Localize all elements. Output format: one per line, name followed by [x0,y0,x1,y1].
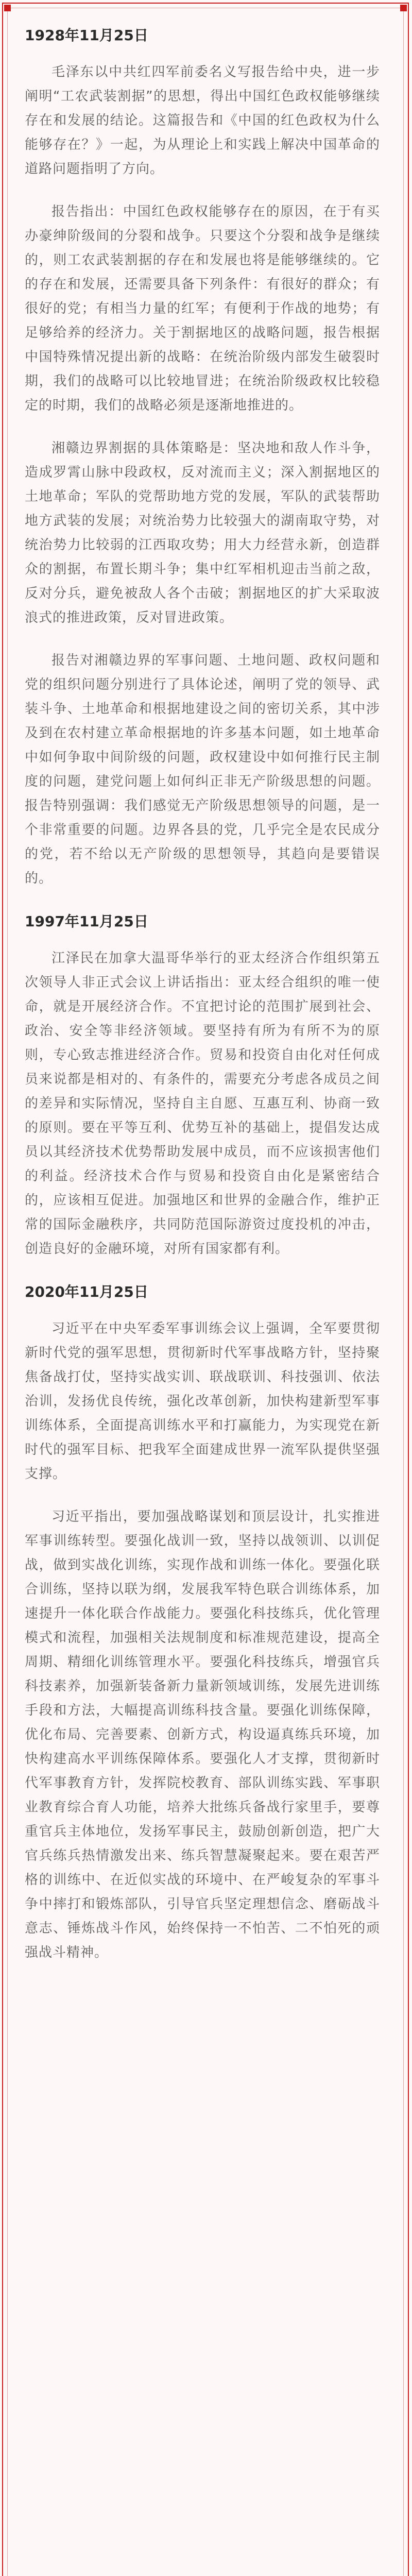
section-1928 [25,25,380,891]
page-frame [2,3,409,2576]
paragraph: 毛泽东以中共红四军前委名义写报告给中央，进一步阐明“工农武装割据”的思想，得出中国红色政权能够继续存在和发展的结论。这篇报告和《中国的红色政权为什么能够存在？》一起，为从理论上和实践上解决中国革命的道路问题指明了方向。 [25,64,380,177]
article-content [25,25,380,1984]
paragraph: 报告对湘赣边界的军事问题、土地问题、政权问题和党的组织问题分别进行了具体论述，阐明了党的领导、武装斗争、土地革命和根据地建设之间的密切关系，其中涉及到在农村建立革命根据地的许多基本问题，如土地革命中如何争取中间阶级的问题，政权建设中如何推行民主制度的问题，建党问题上如何纠正非无产阶级思想的问题。报告特别强调：我们感觉无产阶级思想领导的问题，是一个非常重要的问题。边界各县的党，几乎完全是农民成分的党，若不给以无产阶级的思想领导，其趋向是要错误的。 [25,653,380,886]
paragraph: 习近平在中央军委军事训练会议上强调，全军要贯彻新时代党的强军思想，贯彻新时代军事战略方针，坚持聚焦备战打仗，坚持实战实训、联战联训、科技强训、依法治训，发扬优良传统，强化改革创新，加快构建新型军事训练体系，全面提高训练水平和打赢能力，为实现党在新时代的强军目标、把我军全面建成世界一流军队提供坚强支撑。 [25,1321,380,1482]
section-date: 1997年11月25日 [25,913,148,930]
paragraph: 江泽民在加拿大温哥华举行的亚太经济合作组织第五次领导人非正式会议上讲话指出：亚太经合组织的唯一使命，就是开展经济合作。不宜把讨论的范围扩展到社会、政治、安全等非经济领域。要坚持有所为有所不为的原则，专心致志推进经济合作。贸易和投资自由化对任何成员来说都是相对的、有条件的，需要充分考虑各成员之间的差异和实际情况，坚持自主自愿、互惠互利、协商一致的原则。要在平等互利、优势互补的基础上，提倡发达成员以其经济技术优势帮助发展中成员，而不应该损害他们的利益。经济技术合作与贸易和投资自由化是紧密结合的，应该相互促进。加强地区和世界的金融合作，维护正常的国际金融秩序，共同防范国际游资过度投机的冲击，创造良好的金融环境，对所有国家都有利。 [25,951,380,1257]
section-date: 1928年11月25日 [25,27,148,44]
paragraph: 习近平指出，要加强战略谋划和顶层设计，扎实推进军事训练转型。要强化战训一致，坚持以战领训、以训促战，做到实战化训练，实现作战和训练一体化。要强化联合训练，坚持以联为纲，发展我军特色联合训练体系，加速提升一体化联合作战能力。要强化科技练兵，优化管理模式和流程，加强相关法规制度和标准规范建设，提高全周期、精细化训练管理水平。要强化科技练兵，增强官兵科技素养，加强新装备新力量新领域训练，发展先进训练手段和方法，大幅提高训练科技含量。要强化训练保障，优化布局、完善要素、创新方式，构设逼真练兵环境，加快构建高水平训练保障体系。要强化人才支撑，贯彻新时代军事教育方针，发挥院校教育、部队训练实践、军事职业教育综合育人功能，培养大批练兵备战行家里手，要尊重官兵主体地位，发扬军事民主，鼓励创新创造，把广大官兵练兵热情激发出来、练兵智慧凝聚起来。要在艰苦严格的训练中、在近似实战的环境中、在严峻复杂的军事斗争中摔打和锻炼部队，引导官兵坚定理想信念、磨砺战斗意志、锤炼战斗作风，始终保持一不怕苦、二不怕死的顽强战斗精神。 [25,1509,380,1960]
corner-ornament-top-right [400,5,407,11]
paragraph: 报告指出：中国红色政权能够存在的原因，在于有买办豪绅阶级间的分裂和战争。只要这个分裂和战争是继续的，则工农武装割据的存在和发展也将是能够继续的。它的存在和发展，还需要具备下列条件：有很好的群众；有很好的党；有相当力量的红军；有便利于作战的地势；有足够给养的经济力。关于割据地区的战略问题，报告根据中国特殊情况提出新的战略：在统治阶级内部发生破裂时期，我们的战略可以比较地冒进；在统治阶级政权比较稳定的时期，我们的战略必须是逐渐地推进的。 [25,204,380,413]
section-date: 2020年11月25日 [25,1283,148,1300]
paragraph: 湘赣边界割据的具体策略是：坚决地和敌人作斗争，造成罗霄山脉中段政权，反对流而主义；深入割据地区的土地革命；军队的党帮助地方党的发展，军队的武装帮助地方武装的发展；对统治势力比较强大的湖南取守势，对统治势力比较弱的江西取攻势；用大力经营永新，创造群众的割据，布置长期斗争；集中红军相机迎击当前之敌，反对分兵，避免被敌人各个击破；割据地区的扩大采取波浪式的推进政策，反对冒进政策。 [25,440,380,625]
section-2020 [25,1282,380,1965]
section-1997 [25,911,380,1261]
corner-ornament-top-left [4,5,11,11]
